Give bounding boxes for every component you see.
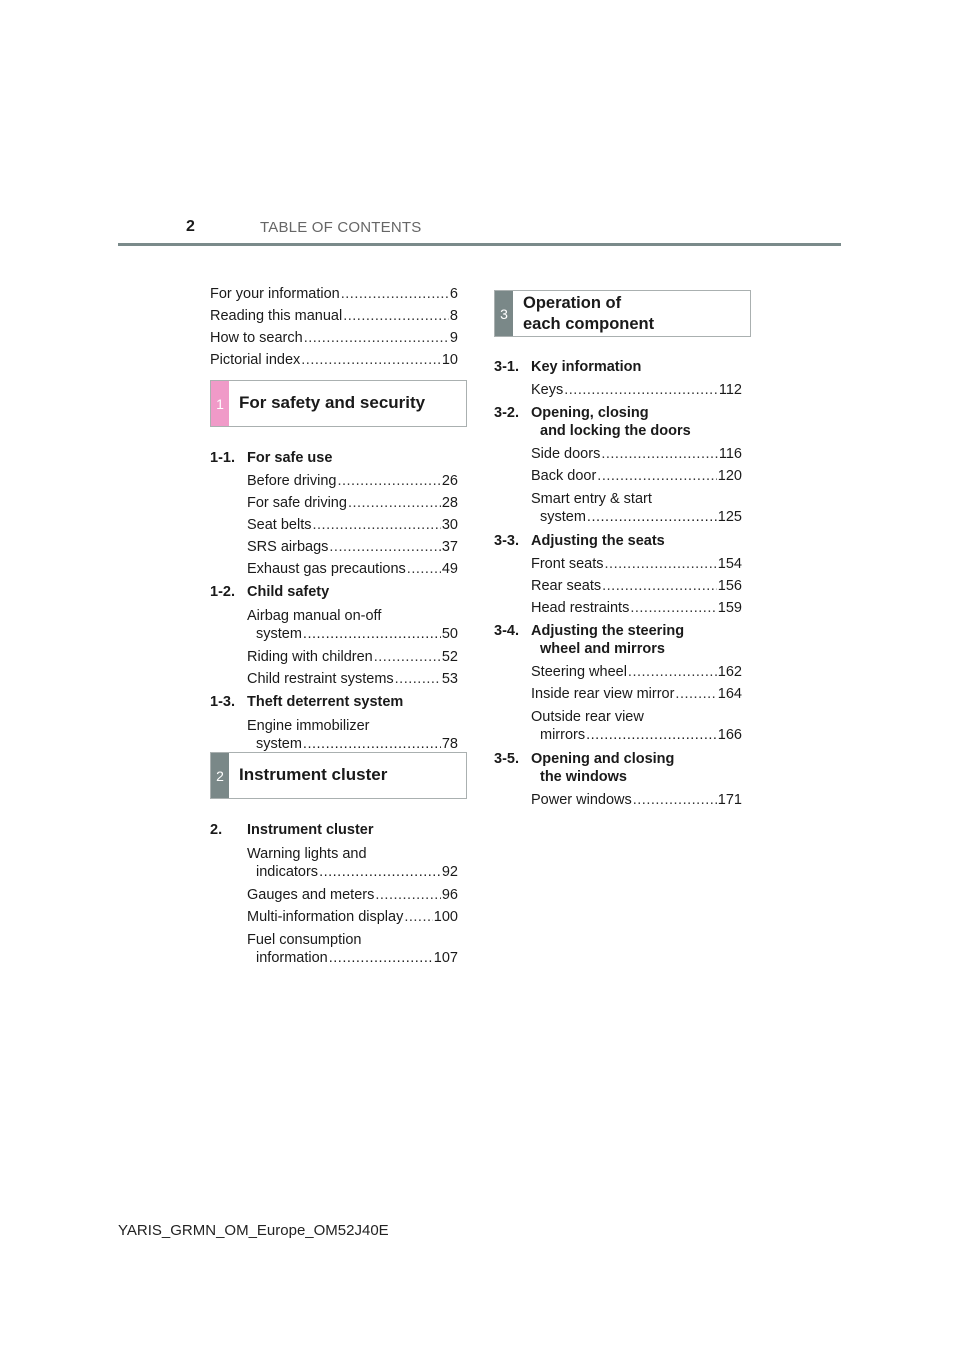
chapter-2-label: Instrument cluster xyxy=(239,765,388,784)
toc-left-column xyxy=(210,286,458,374)
section-heading[interactable]: 1-3. Theft deterrent system xyxy=(210,694,404,710)
section-heading[interactable]: 3-4. Adjusting the steering wheel and mirrors xyxy=(494,623,685,657)
toc-entry[interactable]: Pictorial index ..... 10 xyxy=(210,352,458,368)
chapter-1-box[interactable] xyxy=(210,380,467,427)
manual-code-footer: YARIS_GRMN_OM_Europe_OM52J40E xyxy=(118,1222,389,1239)
section-heading[interactable]: 3-1. Key information xyxy=(494,359,642,375)
toc-entry[interactable]: Smart entry & start system ..... 125 xyxy=(531,490,742,526)
toc-entry[interactable]: Exhaust gas precautions ..... 49 xyxy=(247,561,458,577)
page-number: 2 xyxy=(186,218,195,235)
toc-entry[interactable]: Front seats ..... 154 xyxy=(531,556,742,572)
chapter-1-tab: 1 xyxy=(211,381,229,426)
chapter-3-tab: 3 xyxy=(495,291,513,336)
header-rule xyxy=(118,243,841,246)
toc-chapter-1-sections xyxy=(210,443,458,759)
toc-entry[interactable]: Child restraint systems ..... 53 xyxy=(247,671,458,687)
toc-entry[interactable]: Steering wheel ..... 162 xyxy=(531,664,742,680)
toc-entry[interactable]: Engine immobilizer system ..... 78 xyxy=(247,717,458,753)
chapter-3-label: Operation of each component xyxy=(523,294,655,333)
section-heading[interactable]: 3-3. Adjusting the seats xyxy=(494,533,665,549)
section-heading[interactable]: 1-1. For safe use xyxy=(210,450,333,466)
toc-entry[interactable]: Airbag manual on-off system ..... 50 xyxy=(247,607,458,643)
toc-entry[interactable]: Power windows ..... 171 xyxy=(531,792,742,808)
toc-entry[interactable]: Riding with children ..... 52 xyxy=(247,649,458,665)
toc-entry[interactable]: Outside rear view mirrors ..... 166 xyxy=(531,708,742,744)
toc-entry[interactable]: For safe driving ..... 28 xyxy=(247,495,458,511)
toc-entry[interactable]: Head restraints ..... 159 xyxy=(531,600,742,616)
toc-entry[interactable]: How to search ..... 9 xyxy=(210,330,458,346)
chapter-2-tab: 2 xyxy=(211,753,229,798)
section-heading[interactable]: 1-2. Child safety xyxy=(210,584,330,600)
section-heading[interactable]: 2. Instrument cluster xyxy=(210,822,374,838)
toc-entry[interactable]: Rear seats ..... 156 xyxy=(531,578,742,594)
section-heading[interactable]: 3-5. Opening and closing the windows xyxy=(494,751,675,785)
toc-chapter-2-sections xyxy=(210,815,458,973)
section-heading[interactable]: 3-2. Opening, closing and locking the doors xyxy=(494,405,691,439)
toc-chapter-3-sections xyxy=(494,352,742,814)
toc-entry[interactable]: Inside rear view mirror ..... 164 xyxy=(531,686,742,702)
toc-entry[interactable]: Seat belts ..... 30 xyxy=(247,517,458,533)
chapter-3-box[interactable] xyxy=(494,290,751,337)
chapter-1-label: For safety and security xyxy=(239,393,426,412)
toc-entry[interactable]: Warning lights and indicators ..... 92 xyxy=(247,845,458,881)
toc-entry[interactable]: Side doors ..... 116 xyxy=(531,446,742,462)
toc-entry[interactable]: SRS airbags ..... 37 xyxy=(247,539,458,555)
page-title: TABLE OF CONTENTS xyxy=(260,219,422,236)
toc-entry[interactable]: Back door ..... 120 xyxy=(531,468,742,484)
toc-entry[interactable]: Keys ..... 112 xyxy=(531,382,742,398)
toc-entry[interactable]: For your information ..... 6 xyxy=(210,286,458,302)
toc-entry[interactable]: Reading this manual ..... 8 xyxy=(210,308,458,324)
toc-entry[interactable]: Before driving ..... 26 xyxy=(247,473,458,489)
chapter-2-box[interactable] xyxy=(210,752,467,799)
toc-entry[interactable]: Fuel consumption information ..... 107 xyxy=(247,931,458,967)
toc-entry[interactable]: Multi-information display ..... 100 xyxy=(247,909,458,925)
toc-entry[interactable]: Gauges and meters ..... 96 xyxy=(247,887,458,903)
